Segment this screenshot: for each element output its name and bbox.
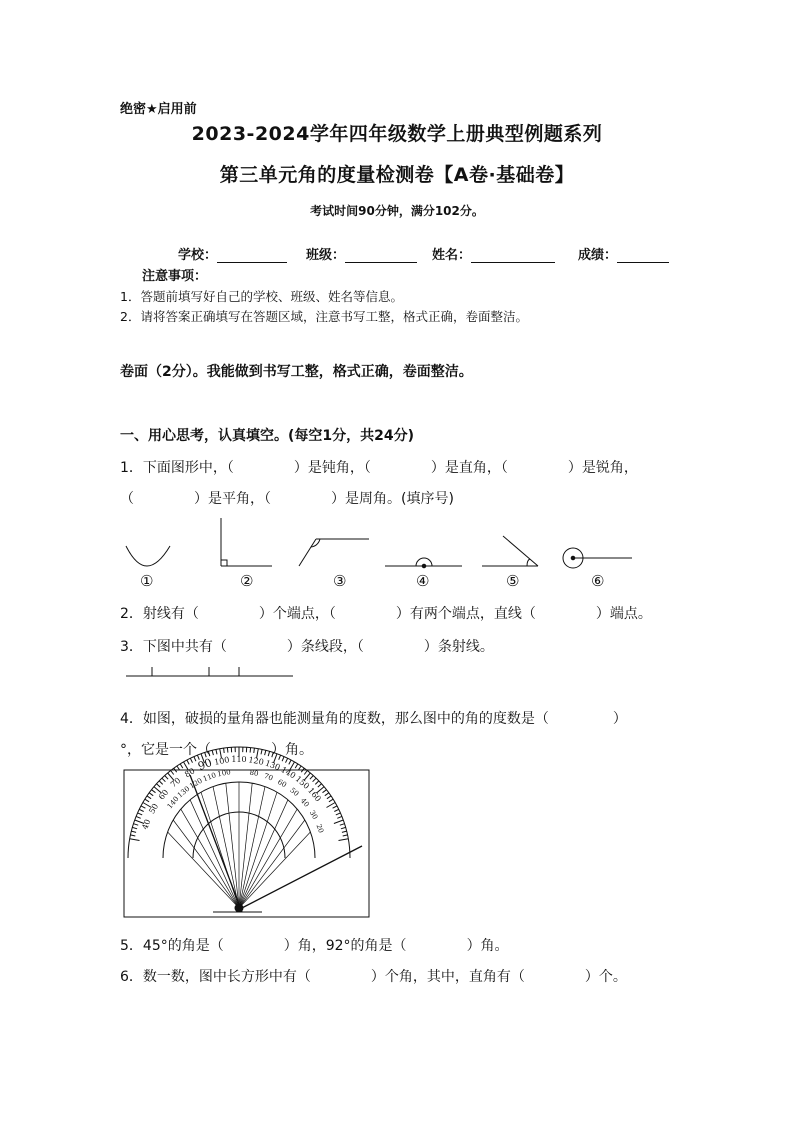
q6-text: 6．数一数，图中长方形中有（ (120, 969, 311, 985)
protractor-tick (325, 793, 329, 796)
obtuse-angle-figure-3 (299, 539, 369, 566)
protractor-spoke (190, 800, 239, 908)
protractor-outer-label: 70 (168, 775, 183, 790)
protractor-tick (341, 827, 346, 828)
q3-text: ）条线段，（ (286, 639, 364, 655)
segment-line-figure (126, 667, 293, 676)
q2-text: 2．射线有（ (120, 606, 199, 622)
protractor-tick (340, 824, 345, 826)
protractor-figure (124, 747, 369, 917)
secret-label: 绝密★启用前 (120, 102, 197, 117)
protractor-center (235, 904, 243, 912)
surface-statement: 卷面（2分）。我能做到书写工整，格式正确，卷面整洁。 (120, 364, 473, 380)
protractor-tick (145, 799, 149, 802)
score-label: 成绩： (578, 248, 618, 263)
q4-text: 4．如图，破损的量角器也能测量角的度数，那么图中的角的度数是（ (120, 711, 549, 727)
protractor-tick (329, 799, 333, 802)
protractor-tick (149, 793, 153, 796)
protractor-spoke (239, 820, 305, 908)
protractor-outer-label: 130 (263, 758, 282, 773)
q1-text: ）是周角。(填序号) (331, 491, 454, 507)
protractor-outer-label: 80 (183, 766, 197, 780)
protractor-tick (138, 813, 143, 815)
protractor-outer-label: 120 (247, 755, 265, 767)
q5-text: 5．45°的角是（ (120, 938, 224, 954)
protractor-outer-label: 60 (156, 787, 171, 802)
protractor-outer-label: 150 (293, 774, 312, 791)
protractor-tick (333, 806, 337, 808)
q4-text: °，它是一个（ (120, 742, 211, 758)
protractor-tick (162, 778, 166, 782)
protractor-spoke (239, 792, 277, 908)
protractor-tick (254, 748, 255, 753)
protractor-tick (136, 816, 141, 818)
protractor-tick (339, 839, 349, 841)
angle-figure-label: ④ (416, 572, 430, 590)
protractor-tick (327, 803, 336, 808)
protractor-tick (130, 839, 140, 841)
section1-title: 一、用心思考，认真填空。(每空1分，共24分) (120, 428, 415, 444)
protractor-outer-label: 160 (306, 785, 323, 804)
notes-title: 注意事项： (142, 269, 208, 284)
protractor-tick (133, 824, 138, 826)
name-label: 姓名： (432, 248, 472, 263)
exam-title-line1: 2023-2024学年四年级数学上册典型例题系列 (191, 123, 603, 145)
protractor-tick (304, 771, 307, 775)
protractor-inner-label: 140 (165, 795, 181, 811)
protractor-inner-label: 80 (248, 768, 260, 779)
q1-text: ）是平角，（ (194, 491, 271, 507)
protractor-tick (171, 771, 174, 775)
exam-time-info: 考试时间90分钟，满分102分。 (310, 204, 484, 218)
q1-text: ）是直角，（ (430, 460, 508, 476)
protractor-tick (298, 766, 301, 770)
protractor-tick (282, 757, 284, 762)
protractor-inner-label: 60 (276, 777, 288, 790)
protractor-tick (289, 760, 291, 764)
protractor-inner-label: 70 (262, 771, 274, 783)
q2-text: ）个端点，（ (258, 606, 336, 622)
protractor-inner-label: 40 (298, 796, 311, 809)
protractor-tick (152, 790, 156, 793)
curved-angle-figure-1 (126, 546, 170, 566)
class-label: 班级： (306, 248, 346, 263)
protractor-tick (265, 750, 266, 755)
note-item: 1．答题前填写好自己的学校、班级、姓名等信息。 (120, 289, 403, 304)
protractor-tick (157, 784, 161, 787)
protractor-spoke (173, 820, 239, 908)
protractor-tick (327, 796, 331, 799)
protractor-inner-label: 100 (216, 768, 232, 779)
protractor-tick (212, 750, 213, 755)
protractor-tick (336, 813, 341, 815)
protractor-outer-label: 90 (196, 756, 214, 774)
q6-text: ）个。 (584, 969, 627, 985)
q1-text: ）是钝角，（ (293, 460, 371, 476)
protractor-tick (177, 766, 180, 770)
protractor-tick (261, 749, 262, 754)
protractor-inner-label: 30 (307, 809, 320, 821)
protractor-tick (131, 831, 136, 832)
protractor-outer-label: 50 (147, 802, 161, 816)
protractor-tick (165, 776, 168, 780)
protractor-spoke (239, 787, 265, 908)
angle-figure-label: ⑤ (506, 572, 520, 590)
protractor-tick (187, 760, 189, 764)
protractor-inner-label: 130 (176, 784, 192, 800)
protractor-outer-label: 100 (213, 755, 231, 767)
protractor-tick (250, 748, 251, 753)
angle-ray-1 (190, 775, 242, 912)
straight-angle-figure-4 (385, 558, 462, 568)
protractor-spoke (239, 800, 288, 908)
protractor-tick (130, 835, 135, 836)
q4-text: ） (612, 711, 627, 727)
angle-figure-label: ③ (333, 572, 347, 590)
protractor-tick (216, 749, 217, 754)
protractor-tick (227, 748, 228, 753)
angle-figure-label: ⑥ (591, 572, 605, 590)
q1-text: ）是锐角， (567, 460, 638, 476)
full-angle-figure-6 (563, 548, 632, 568)
school-label: 学校： (178, 248, 218, 263)
protractor-tick (139, 809, 144, 811)
q4-text: ）角。 (271, 742, 313, 758)
protractor-tick (323, 790, 327, 793)
protractor-tick (286, 758, 288, 763)
protractor-tick (295, 764, 298, 768)
q3-text: ）条射线。 (423, 639, 494, 655)
protractor-tick (268, 751, 269, 756)
protractor-tick (224, 748, 225, 753)
protractor-tick (310, 776, 313, 780)
protractor-tick (342, 831, 347, 832)
protractor-tick (334, 820, 343, 824)
angle-figure-label: ② (240, 572, 254, 590)
protractor-outer-label: 110 (231, 755, 247, 764)
protractor-inner-label: 20 (314, 823, 326, 835)
note-item: 2．请将答案正确填写在答题区域，注意书写工整，格式正确，卷面整洁。 (120, 309, 528, 324)
q6-text: ）个角，其中，直角有（ (370, 969, 525, 985)
q2-text: ）有两个端点，直线（ (395, 606, 536, 622)
q1-text: 1．下面图形中，（ (120, 460, 234, 476)
angle-figure-label: ① (140, 572, 154, 590)
protractor-tick (272, 752, 274, 757)
protractor-tick (315, 781, 319, 785)
exam-title-line2: 第三单元角的度量检测卷【A卷·基础卷】 (219, 164, 575, 186)
q5-text: ）角，92°的角是（ (283, 938, 407, 954)
q1-text: （ (120, 491, 134, 507)
acute-angle-figure-5 (482, 536, 538, 566)
protractor-inner-label: 120 (188, 776, 204, 791)
protractor-tick (279, 755, 281, 760)
protractor-outer-label: 40 (140, 818, 153, 831)
protractor-tick (159, 781, 163, 785)
protractor-outer-label: 140 (279, 765, 298, 781)
protractor-tick (318, 784, 322, 787)
protractor-tick (147, 796, 151, 799)
q3-text: 3．下图中共有（ (120, 639, 227, 655)
protractor-tick (180, 764, 183, 768)
right-angle-figure-2 (221, 518, 272, 566)
protractor-inner-label: 50 (288, 786, 301, 799)
q2-text: ）端点。 (595, 606, 652, 622)
protractor-tick (190, 758, 192, 763)
protractor-tick (313, 778, 317, 782)
protractor-spoke (168, 832, 239, 908)
protractor-spoke (239, 832, 310, 908)
protractor-tick (141, 806, 145, 808)
protractor-inner-label: 110 (201, 771, 218, 784)
protractor-tick (337, 816, 342, 818)
q5-text: ）角。 (466, 938, 509, 954)
protractor-tick (132, 827, 137, 828)
protractor-tick (343, 835, 348, 836)
protractor-tick (334, 809, 339, 811)
